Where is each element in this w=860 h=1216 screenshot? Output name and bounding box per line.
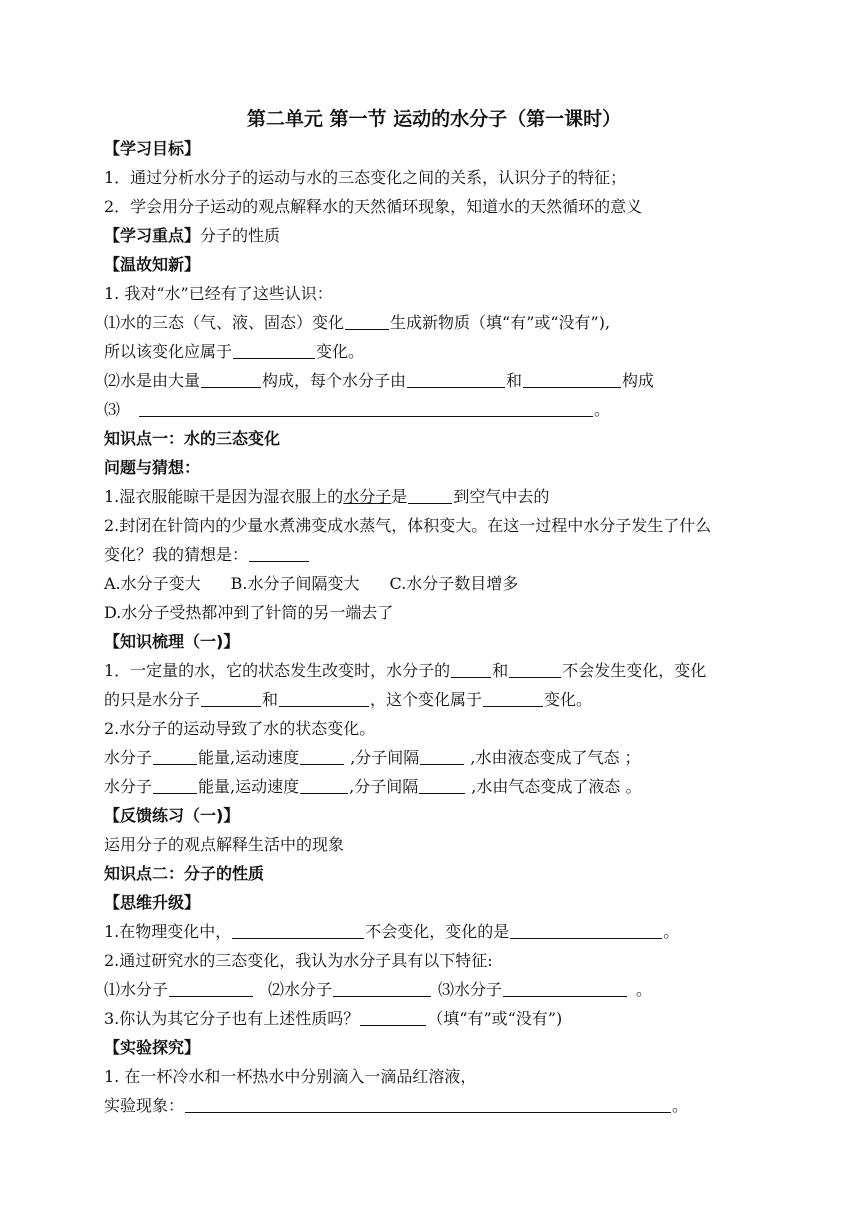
text: 到空气中去的 [453,487,550,506]
text: ⑴水分子 [104,980,169,999]
text: 水分子 [104,748,153,767]
feedback1-text: 运用分子的观点解释生活中的现象 [104,835,345,854]
text: 。 [663,922,680,941]
option-b: B.水分子间隔变大 [230,574,360,593]
sort1-row1 [104,743,764,772]
answer-blank[interactable] [408,485,452,504]
text: 构成，每个水分子由 [262,371,407,390]
kp1-heading: 知识点一：水的三态变化 [104,429,281,448]
text: 变化。 [316,342,365,361]
sort1-l2 [104,685,764,714]
answer-blank[interactable] [185,1094,671,1113]
sort1-l3: 2.水分子的运动导致了水的状态变化。 [104,719,376,738]
answer-blank[interactable] [420,746,464,765]
text: ⑶ [104,400,121,419]
goal-item-1: 1．通过分析水分子的运动与水的三态变化之间的关系，认识分子的特征； [104,168,627,187]
answer-blank[interactable] [523,369,621,388]
text: ⑵水分子 [268,980,333,999]
text: 1.湿衣服能晾干是因为湿衣服上的 [104,487,344,506]
answer-blank[interactable] [139,398,593,417]
review-heading: 【温故知新】 [104,255,201,274]
text: ，这个变化属于 [370,690,483,709]
text: ⑶水分子 [438,980,503,999]
answer-blank[interactable] [483,688,543,707]
text: 和 [506,371,523,390]
answer-blank[interactable] [153,775,197,794]
answer-blank[interactable] [232,920,364,939]
text: （填“有”或“没有”) [427,1009,563,1028]
review-q1b [104,366,764,395]
sort1-heading: 【知识梳理（一)】 [104,632,240,651]
think-features [104,975,764,1004]
text: 。 [636,980,653,999]
review-q1a-cont [104,337,764,366]
text: 不会变化，变化的是 [365,922,510,941]
kp1-q2-line1: 2.封闭在针筒内的少量水煮沸变成水蒸气，体积变大。在这一过程中水分子发生了什么 [104,516,712,535]
text: 和 [262,690,279,709]
think-l4 [104,1004,764,1033]
answer-blank[interactable] [233,340,315,359]
text: ,水由气态变成了液态 。 [466,777,642,796]
worksheet [104,104,764,1120]
text: ,分子间隔 [349,777,419,796]
text: 。 [594,400,611,419]
text: ⑴水的三态（气、液、固态）变化 [104,313,345,332]
answer-blank[interactable] [153,746,197,765]
answer-blank[interactable] [503,978,627,997]
experiment-heading: 【实验探究】 [104,1038,201,1057]
text: 实验现象： [104,1096,185,1115]
answer-blank[interactable] [333,978,431,997]
experiment-l1: 1. 在一杯冷水和一杯热水中分别滴入一滴品红溶液， [104,1067,477,1086]
answer-blank[interactable] [300,746,344,765]
kp1-option-d: D.水分子受热都冲到了针筒的另一端去了 [104,603,394,622]
answer-blank[interactable] [407,369,505,388]
think-heading: 【思维升级】 [104,893,201,912]
goals-heading: 【学习目标】 [104,139,201,158]
answer-blank[interactable] [300,775,348,794]
text: 不会发生变化，变化 [562,661,707,680]
text: ⑵水是由大量 [104,371,201,390]
answer-blank[interactable] [201,688,261,707]
kp1-q1 [104,482,764,511]
page-title: 第二单元 第一节 运动的水分子（第一课时） [246,108,622,130]
feedback1-heading: 【反馈练习（一)】 [104,806,240,825]
text: 变化。 [544,690,593,709]
text: 。 [672,1096,689,1115]
review-q1c [104,395,764,424]
text: 和 [492,661,509,680]
kp1-q2-line2 [104,540,764,569]
answer-blank[interactable] [509,659,561,678]
text: ,分子间隔 [345,748,420,767]
kp1-options [104,569,764,598]
review-q1: 1. 我对“水”已经有了这些认识： [104,284,333,303]
text: 3.你认为其它分子也有上述性质吗？ [104,1009,360,1028]
answer-blank[interactable] [279,688,369,707]
key-point-text: 分子的性质 [200,226,281,245]
text: 是 [391,487,408,506]
text: 能量,运动速度 [198,777,300,796]
text: 的只是水分子 [104,690,201,709]
key-point-line [104,221,764,250]
goal-item-2: 2．学会用分子运动的观点解释水的天然循环现象，知道水的天然循环的意义 [104,197,643,216]
text: 生成新物质（填“有”或“没有”), [390,313,611,332]
text: 变化？我的猜想是： [104,545,249,564]
answer-blank[interactable] [345,311,389,330]
key-point-heading: 【学习重点】 [104,226,201,245]
kp1-subheading: 问题与猜想： [104,458,201,477]
answer-blank[interactable] [510,920,662,939]
option-a: A.水分子变大 [104,574,201,593]
text: 所以该变化应属于 [104,342,233,361]
text: ,水由液态变成了气态 ； [465,748,641,767]
experiment-l2 [104,1091,764,1120]
answer-blank[interactable] [451,659,491,678]
underlined-text: 水分子 [343,487,392,506]
text: 水分子 [104,777,153,796]
answer-blank[interactable] [169,978,253,997]
sort1-row2 [104,772,764,801]
answer-blank[interactable] [249,543,309,562]
option-c: C.水分子数目增多 [389,574,519,593]
text: 1.在物理变化中， [104,922,232,941]
answer-blank[interactable] [419,775,465,794]
text: 构成 [622,371,655,390]
kp2-heading: 知识点二：分子的性质 [104,864,265,883]
think-l2: 2.通过研究水的三态变化，我认为水分子具有以下特征: [104,951,493,970]
answer-blank[interactable] [201,369,261,388]
text: 1．一定量的水，它的状态发生改变时，水分子的 [104,661,451,680]
sort1-l1 [104,656,764,685]
think-l1 [104,917,764,946]
review-q1a [104,308,764,337]
answer-blank[interactable] [360,1007,426,1026]
text: 能量,运动速度 [198,748,300,767]
